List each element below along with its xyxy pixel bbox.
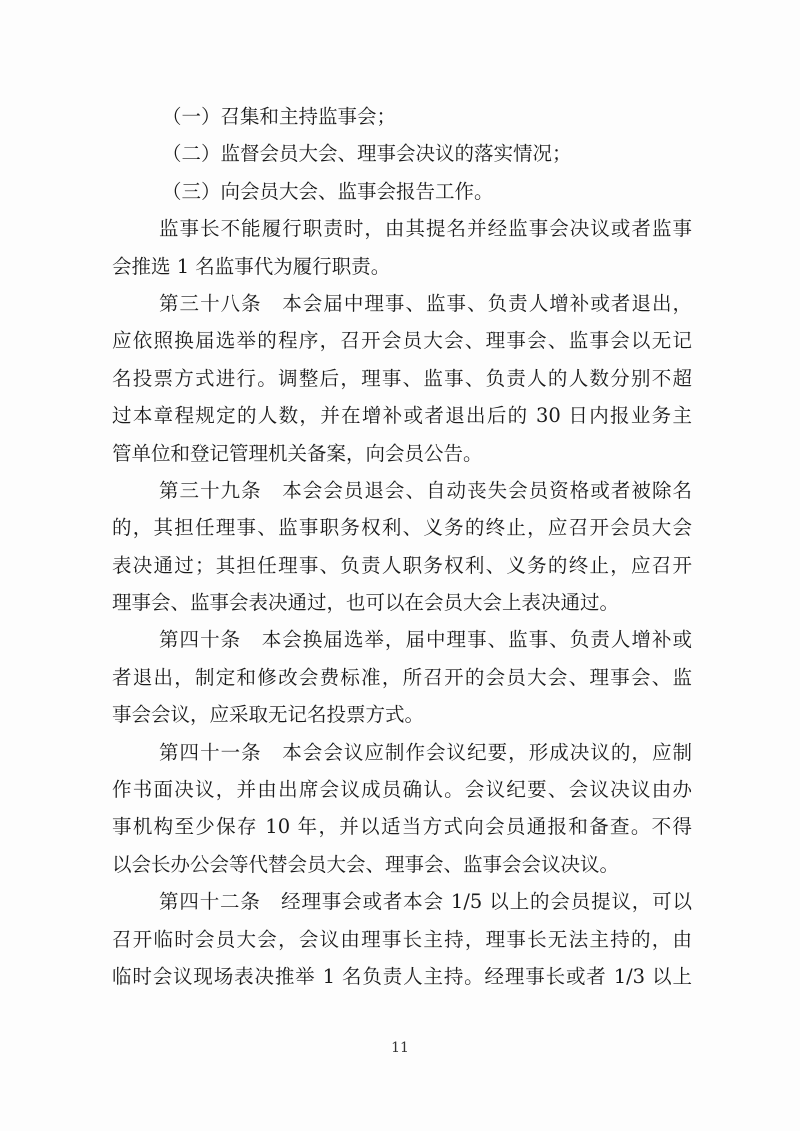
article-39-line: 表决通过；其担任理事、负责人职务权利、义务的终止，应召开: [112, 553, 692, 577]
article-39-line: 的，其担任理事、监事职务权利、义务的终止，应召开会员大会: [112, 516, 692, 540]
article-42-line: 召开临时会员大会，会议由理事长主持，理事长无法主持的，由: [112, 927, 692, 951]
paragraph-line: 会推选 1 名监事代为履行职责。: [112, 254, 391, 278]
article-38-line: 管单位和登记管理机关备案，向会员公告。: [112, 441, 483, 465]
article-42-line: 临时会议现场表决推举 1 名负责人主持。经理事长或者 1/3 以上: [112, 964, 692, 988]
article-38-line: 过本章程规定的人数，并在增补或者退出后的 30 日内报业务主: [112, 404, 692, 428]
article-40-line: 者退出，制定和修改会费标准，所召开的会员大会、理事会、监: [112, 665, 692, 689]
page-number: 11: [391, 1040, 409, 1056]
paragraph-line: 监事长不能履行职责时，由其提名并经监事会决议或者监事: [159, 217, 692, 241]
article-42-line: 第四十二条 经理事会或者本会 1/5 以上的会员提议，可以: [159, 890, 692, 914]
article-40-line: 事会会议，应采取无记名投票方式。: [112, 703, 425, 727]
article-38-line: 名投票方式进行。调整后，理事、监事、负责人的人数分别不超: [112, 366, 692, 390]
article-41-line: 第四十一条 本会会议应制作会议纪要，形成决议的，应制: [159, 740, 692, 764]
article-38-line: 第三十八条 本会届中理事、监事、负责人增补或者退出，: [159, 291, 692, 315]
article-41-line: 事机构至少保存 10 年，并以适当方式向会员通报和备查。不得: [112, 815, 692, 839]
article-40-line: 第四十条 本会换届选举，届中理事、监事、负责人增补或: [159, 628, 692, 652]
list-item-1: （一）召集和主持监事会；: [162, 105, 397, 128]
article-41-line: 作书面决议，并由出席会议成员确认。会议纪要、会议决议由办: [112, 778, 692, 802]
list-item-3: （三）向会员大会、监事会报告工作。: [162, 179, 494, 203]
article-39-line: 理事会、监事会表决通过，也可以在会员大会上表决通过。: [112, 591, 620, 615]
document-body: [112, 98, 692, 995]
article-39-line: 第三十九条 本会会员退会、自动丧失会员资格或者被除名: [159, 478, 692, 502]
article-41-line: 以会长办公会等代替会员大会、理事会、监事会会议决议。: [112, 852, 620, 876]
list-item-2: （二）监督会员大会、理事会决议的落实情况；: [162, 142, 572, 166]
article-38-line: 应依照换届选举的程序，召开会员大会、理事会、监事会以无记: [112, 329, 692, 353]
